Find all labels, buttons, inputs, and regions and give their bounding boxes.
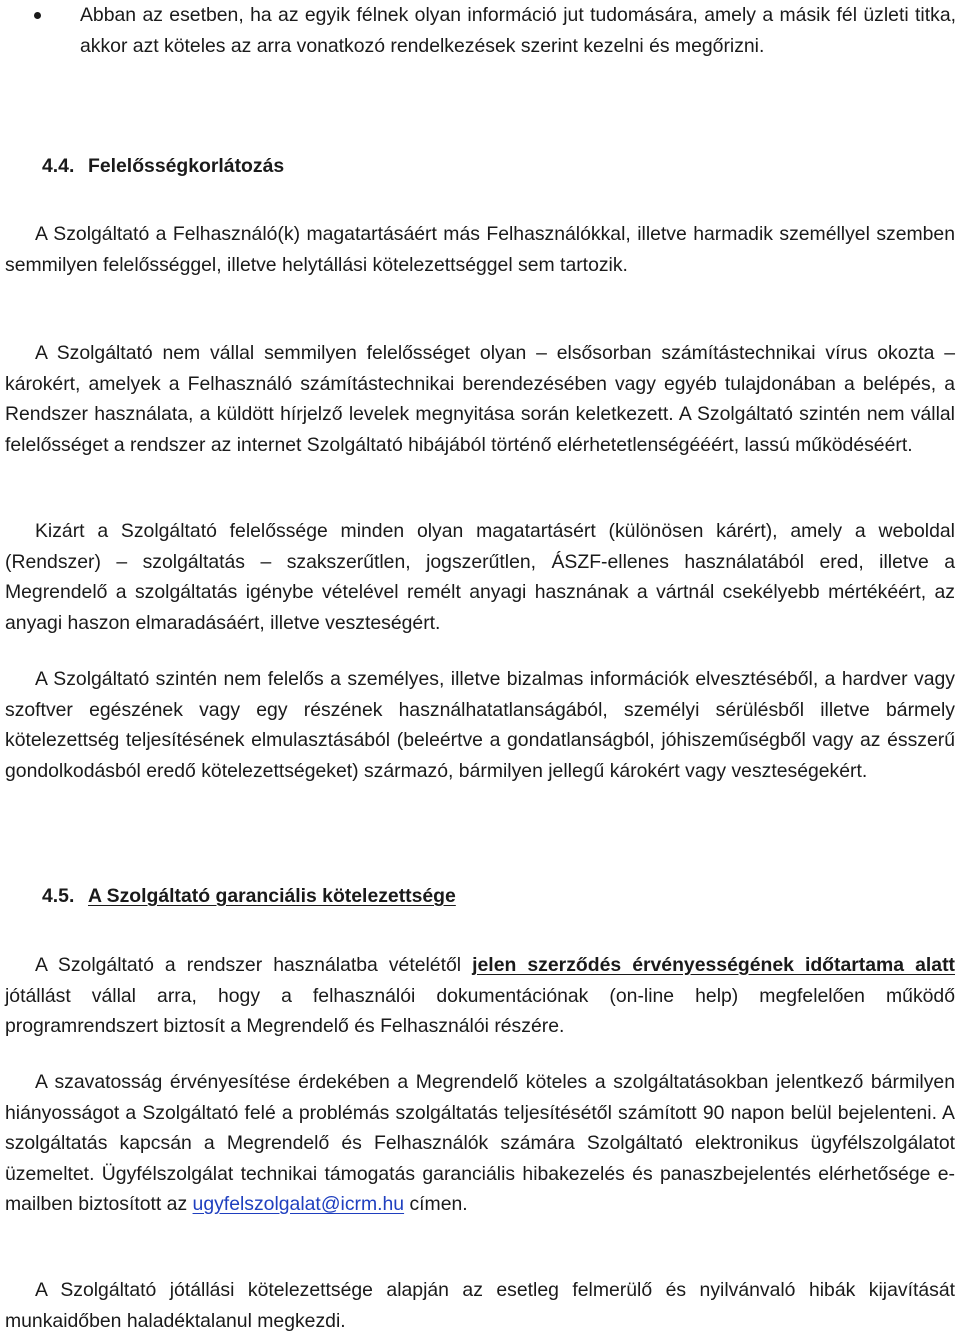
paragraph: A Szolgáltató a Felhasználó(k) magatartásáért más Felhasználókkal, illetve harmadik személlyel szemben semmilyen felelősséggel, illetve helytállási kötelezettséggel sem tartozik. [5, 223, 955, 276]
paragraph-text: A Szolgáltató a rendszer használatba vételétől [35, 954, 473, 976]
emphasized-text: jelen szerződés érvényességének időtartama alatt [472, 954, 955, 976]
paragraph: Kizárt a Szolgáltató felelőssége minden olyan magatartásért (különösen kárért), amely a weboldal (Rendszer) – szolgáltatás – szakszerűtlen, jogszerűtlen, ÁSZF-ellenes használatából ered, illetve a Megrendelő a szolgáltatás igénybe vételével remélt anyagi hasznának a vártnál csekélyebb mértékéért, az anyagi haszon elmaradásáért, illetve veszteségért. [5, 520, 955, 634]
section-title: A Szolgáltató garanciális kötelezettsége [88, 885, 456, 907]
section-number: 4.4. [42, 155, 75, 177]
paragraph: A Szolgáltató jótállási kötelezettsége alapján az esetleg felmerülő és nyilvánvaló hibák kijavítását munkaidőben haladéktalanul megkezdi. [5, 1279, 955, 1332]
section-heading-4-4 [42, 151, 284, 182]
email-link[interactable]: ugyfelszolgalat@icrm.hu [192, 1193, 405, 1215]
bullet-icon [34, 12, 41, 19]
section-title: Felelősségkorlátozás [88, 155, 285, 177]
paragraph-warranty [5, 950, 955, 1042]
paragraph: A Szolgáltató szintén nem felelős a személyes, illetve bizalmas információk elvesztéséből, a hardver vagy szoftver egészének vagy egy részének használhatatlanságából, személyi sérülésből illetve bármely kötelezettség teljesítésének elmulasztásából (beleértve a gondatlanságból, jóhiszeműségből vagy az ésszerű gondolkodásból eredő kötelezettségeket) származó, bármilyen jellegű károkért vagy veszteségekért. [5, 668, 955, 782]
paragraph-support [5, 1067, 955, 1220]
bullet-text: Abban az esetben, ha az egyik félnek olyan információ jut tudomására, amely a másik fél üzleti titka, akkor azt köteles az arra vonatkozó rendelkezések szerint kezelni és megőrizni. [80, 4, 956, 57]
section-heading-4-5 [42, 881, 456, 912]
paragraph-text: címen. [404, 1193, 468, 1215]
paragraph-text: A szavatosság érvényesítése érdekében a Megrendelő köteles a szolgáltatásokban jelentkező bármilyen hiányosságot a Szolgáltató felé a problémás szolgáltatás teljesítésétől számított 90 napon belül bejelenteni. A szolgáltatás kapcsán a Megrendelő és Felhasználók számára Szolgáltató elektronikus ügyfélszolgálatot üzemeltet. Ügyfélszolgálat technikai támogatás garanciális hibakezelés és panaszbejelentés elérhetősége e-mailben biztosított az [5, 1071, 955, 1215]
section-number: 4.5. [42, 885, 75, 907]
paragraph-text: jótállást vállal arra, hogy a felhasználói dokumentációnak (on-line help) megfelelően működő programrendszert biztosít a Megrendelő és Felhasználói részére. [5, 984, 955, 1037]
paragraph: A Szolgáltató nem vállal semmilyen felelősséget olyan – elsősorban számítástechnikai vírus okozta – károkért, amelyek a Felhasználó számítástechnikai berendezésében vagy egyéb tulajdonában a belépés, a Rendszer használata, a küldött hírjelző levelek megnyitása során keletkezett. A Szolgáltató szintén nem vállal felelősséget a rendszer az internet Szolgáltató hibájából történő elérhetetlenségééért, lassú működéséért. [5, 342, 955, 456]
